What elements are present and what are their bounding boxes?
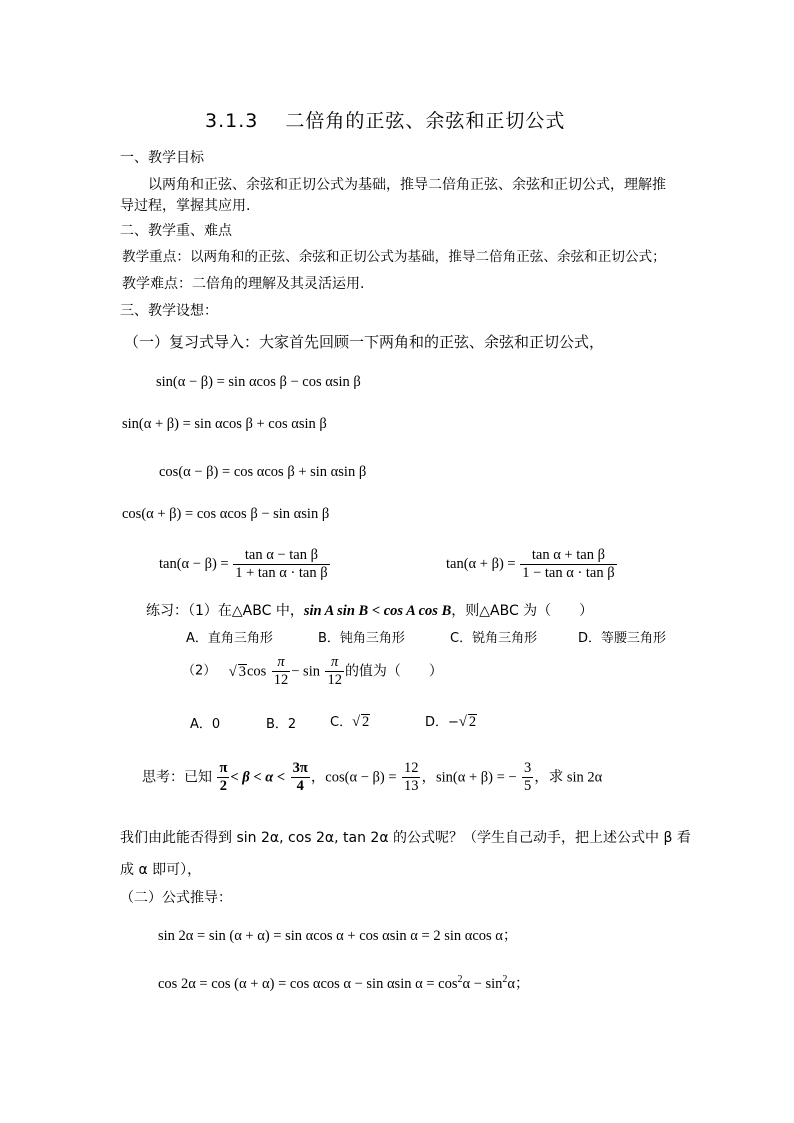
think-prefix: 思考：已知 xyxy=(142,769,212,786)
think-four: 4 xyxy=(296,778,304,794)
exercise-2-option-a: A．0 xyxy=(190,717,221,732)
formula-tan-diff xyxy=(159,547,331,582)
key-point: 教学重点：以两角和的正弦、余弦和正切公式为基础，推导二倍角正弦、余弦和正切公式； xyxy=(122,249,666,265)
option-c-root: 2 xyxy=(362,714,370,730)
tan-diff-fraction xyxy=(233,547,329,582)
formula-sin-sum: sin(α + β) = sin αcos β + cos αsin β xyxy=(122,416,327,432)
option-c-label: C． xyxy=(330,715,353,730)
tan-diff-denominator: 1 + tan α · tan β xyxy=(235,565,328,581)
think-12: 12 xyxy=(403,760,419,776)
three-over-5 xyxy=(522,760,533,795)
think-inequality: < β < α < xyxy=(230,769,286,786)
three-pi-over-4 xyxy=(291,760,310,795)
derivation-sin2a: sin 2α = sin (α + α) = sin αcos α + cos αsin α = 2 sin αcos α； xyxy=(158,928,518,944)
twelve-b: 12 xyxy=(327,672,342,688)
exercise-2-suffix: 的值为（ ） xyxy=(344,663,443,680)
section-1-heading: 一、教学目标 xyxy=(120,150,204,166)
cos2a-part-b: α − sin xyxy=(462,976,503,992)
pi-a: π xyxy=(272,654,291,672)
review-intro: （一）复习式导入：大家首先回顾一下两角和的正弦、余弦和正切公式， xyxy=(124,333,605,351)
tan-sum-numerator: tan α + tan β xyxy=(520,547,616,565)
option-d-sqrt: √ 2 xyxy=(458,714,477,730)
exercise-1-option-b: B．钝角三角形 xyxy=(318,631,405,646)
tan-diff-lhs: tan(α − β) = xyxy=(159,556,229,572)
exercise-1-option-a: A．直角三角形 xyxy=(186,631,273,646)
tan-sum-lhs: tan(α + β) = xyxy=(446,556,516,572)
exercise-2-option-d xyxy=(425,712,477,733)
option-d-root: 2 xyxy=(468,714,477,730)
pi-over-12-a xyxy=(272,654,291,689)
exercise-2-option-b: B．2 xyxy=(266,717,297,732)
derivation-cos2a xyxy=(158,972,530,993)
difficult-point: 教学难点：二倍角的理解及其灵活运用. xyxy=(122,276,365,292)
question-line-2: 成 α 即可）， xyxy=(120,862,202,878)
section-1-body-line-2: 导过程，掌握其应用. xyxy=(120,198,251,214)
think-5: 5 xyxy=(524,778,532,794)
think-sin-part: ，sin(α + β) = − xyxy=(421,769,517,786)
tan-sum-fraction xyxy=(520,547,616,582)
cos-label: cos xyxy=(246,663,267,680)
formula-sin-diff: sin(α − β) = sin αcos β − cos αsin β xyxy=(156,374,361,390)
option-c-sqrt: √ 2 xyxy=(352,714,370,730)
exercise-1 xyxy=(146,601,593,621)
think-question xyxy=(142,760,602,795)
question-line-1: 我们由此能否得到 sin 2α, cos 2α, tan 2α 的公式呢？（学生自己动手，把上述公式中 β 看 xyxy=(120,830,691,846)
think-13: 13 xyxy=(403,778,419,794)
pi-over-2 xyxy=(217,760,229,795)
think-three-pi: 3π xyxy=(292,760,308,776)
cos2a-part-c: α； xyxy=(507,976,530,992)
cos2a-part-a: cos 2α = cos (α + α) = cos αcos α − sin αsin α = cos xyxy=(158,976,458,992)
think-cos-part: ，cos(α − β) = xyxy=(310,769,397,786)
square-a: 2 xyxy=(457,974,463,986)
twelve-a: 12 xyxy=(273,672,289,688)
formula-tan-sum xyxy=(446,547,618,582)
exercise-1-option-d: D．等腰三角形 xyxy=(578,631,667,646)
think-pi: π xyxy=(219,760,228,776)
exercise-1-condition: sin A sin B < cos A cos B xyxy=(303,603,452,619)
exercise-1-option-c: C．锐角三角形 xyxy=(450,631,538,646)
exercise-1-prefix: 练习：（1）在△ABC 中， xyxy=(146,603,304,619)
pi-over-12-b xyxy=(325,654,344,689)
tan-diff-numerator: tan α − tan β xyxy=(233,547,329,565)
think-ask: ，求 sin 2α xyxy=(534,769,603,786)
section-2-heading: 二、教学重、难点 xyxy=(120,223,232,239)
tan-sum-denominator: 1 − tan α · tan β xyxy=(522,565,615,581)
pi-b: π xyxy=(325,654,344,672)
exercise-1-suffix: ，则△ABC 为（ ） xyxy=(451,603,594,619)
twelve-over-13 xyxy=(402,760,421,795)
formula-cos-diff: cos(α − β) = cos αcos β + sin αsin β xyxy=(159,464,367,480)
minus-sin-label: − sin xyxy=(291,663,320,680)
formula-cos-sum: cos(α + β) = cos αcos β − sin αsin β xyxy=(122,506,330,522)
exercise-2 xyxy=(182,654,443,689)
sqrt-3: 3 xyxy=(238,663,246,680)
think-3: 3 xyxy=(524,760,532,776)
page-title: 3.1.3 二倍角的正弦、余弦和正切公式 xyxy=(205,110,566,132)
sqrt-sign: √ 3 xyxy=(228,663,246,680)
derivation-heading: （二）公式推导： xyxy=(120,890,232,906)
exercise-2-option-c xyxy=(330,712,370,733)
think-two: 2 xyxy=(219,778,228,794)
section-1-body-line-1: 以两角和正弦、余弦和正切公式为基础，推导二倍角正弦、余弦和正切公式，理解推 xyxy=(148,177,666,193)
exercise-2-number: （2） xyxy=(182,663,217,679)
square-b: 2 xyxy=(502,974,508,986)
option-d-label: D．− xyxy=(425,715,459,730)
section-3-heading: 三、教学设想： xyxy=(120,303,218,319)
